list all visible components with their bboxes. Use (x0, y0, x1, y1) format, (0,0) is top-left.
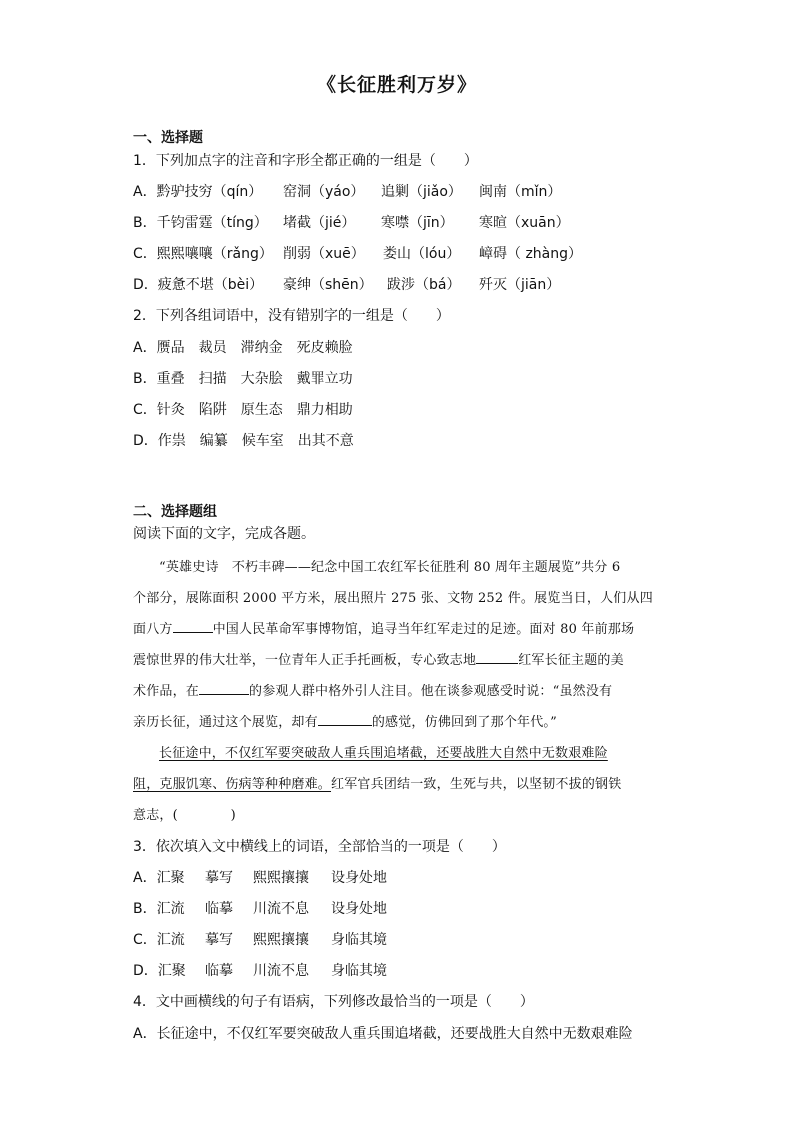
question-3: 3．依次填入文中横线上的词语，全部恰当的一项是（ ） (133, 839, 506, 855)
section-heading-2: 二、选择题组 (133, 504, 217, 520)
q3-option-b: B．汇流 临摹 川流不息 设身处地 (133, 901, 387, 917)
passage-line-4: 震惊世界的伟大壮举，一位青年人正手托画板，专心致志地 红军长征主题的美 (133, 653, 624, 668)
passage-line-1: “英雄史诗 不朽丰碑——纪念中国工农红军长征胜利 80 周年主题展览”共分 6 (159, 560, 621, 575)
q3-option-d: D．汇聚 临摹 川流不息 身临其境 (133, 963, 387, 979)
q2-option-b: B．重叠 扫描 大杂脍 戴罪立功 (133, 371, 353, 387)
q4-option-a: A．长征途中，不仅红军要突破敌人重兵围追堵截，还要战胜大自然中无数艰难险 (133, 1026, 633, 1042)
question-1: 1．下列加点字的注音和字形全都正确的一组是（ ） (133, 153, 478, 169)
section-heading-1: 一、选择题 (133, 130, 203, 146)
q1-option-a: A．黔驴技穷（qín） 窑洞（yáo） 追剿（jiǎo） 闽南（mǐn） (133, 184, 562, 200)
passage-line-9: 意志，( ) (133, 808, 236, 823)
passage-line-6: 亲历长征，通过这个展览，却有 的感觉，仿佛回到了那个年代。” (133, 715, 557, 730)
blank-1 (173, 620, 213, 633)
blank-4 (318, 713, 372, 726)
underlined-sentence: 长征途中，不仅红军要突破敌人重兵围追堵截，还要战胜大自然中无数艰难险 (159, 746, 608, 761)
passage-line-7 (133, 738, 663, 769)
blank-2 (476, 651, 518, 664)
q3-option-c: C．汇流 摹写 熙熙攘攘 身临其境 (133, 932, 387, 948)
blank-3 (199, 682, 249, 695)
q2-option-a: A．赝品 裁员 滞纳金 死皮赖脸 (133, 340, 353, 356)
passage-line-2: 个部分，展陈面积 2000 平方米，展出照片 275 张、文物 252 件。展览当日，人们从四 (133, 591, 653, 606)
passage-line-3: 面八方 中国人民革命军事博物馆，追寻当年红军走过的足迹。面对 80 年前那场 (133, 622, 635, 637)
q2-option-c: C．针灸 陷阱 原生态 鼎力相助 (133, 402, 353, 418)
passage-line-8: 阻，克服饥寒、伤病等种种磨难。红军官兵团结一致，生死与共，以坚韧不拔的钢铁 (133, 777, 622, 792)
page-title: 《长征胜利万岁》 (316, 74, 477, 96)
question-2: 2．下列各组词语中，没有错别字的一组是（ ） (133, 308, 450, 324)
passage-line-5: 术作品，在 的参观人群中格外引人注目。他在谈参观感受时说：“虽然没有 (133, 684, 613, 699)
reading-passage (133, 552, 663, 831)
q1-option-c: C．熙熙嚷嚷（rǎng） 削弱（xuē） 娄山（lóu） 嶂碍（ zhàng） (133, 246, 583, 262)
q2-option-d: D．作祟 编纂 候车室 出其不意 (133, 433, 354, 449)
q1-option-d: D．疲惫不堪（bèi） 豪绅（shēn） 跋涉（bá） 歼灭（jiān） (133, 277, 561, 293)
q3-option-a: A．汇聚 摹写 熙熙攘攘 设身处地 (133, 870, 387, 886)
question-4: 4．文中画横线的句子有语病，下列修改最恰当的一项是（ ） (133, 994, 534, 1010)
reading-instruction: 阅读下面的文字，完成各题。 (133, 526, 315, 542)
q1-option-b: B．千钧雷霆（tíng） 堵截（jié） 寒噤（jīn） 寒暄（xuān） (133, 215, 570, 231)
